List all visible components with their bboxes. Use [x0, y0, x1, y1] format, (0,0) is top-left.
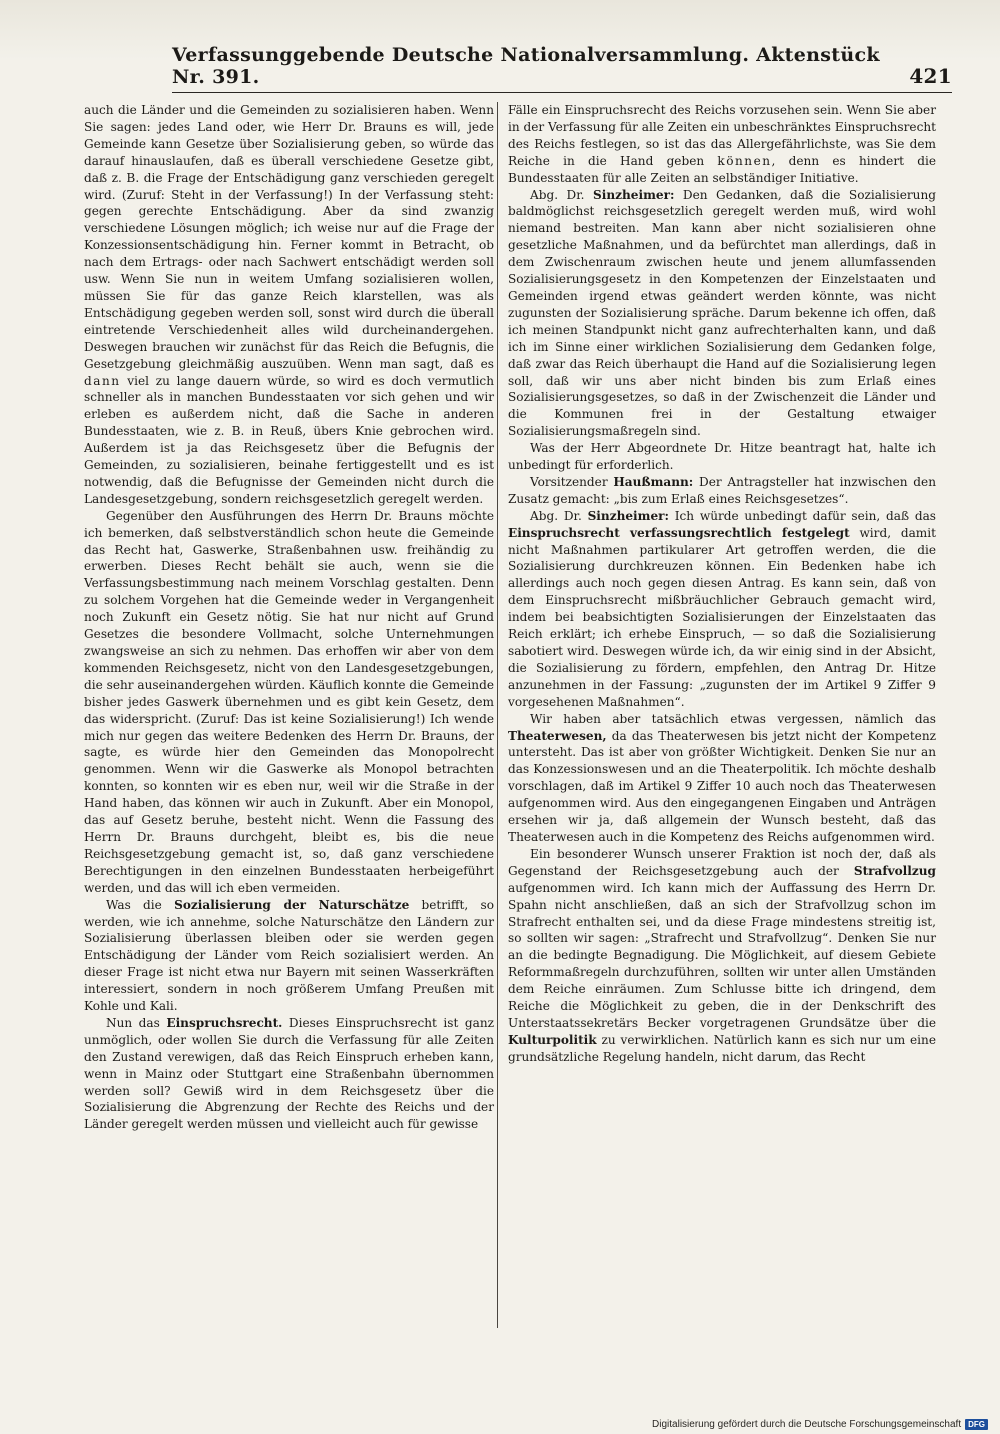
paragraph — [84, 102, 494, 508]
bold-text-run: Haußmann: — [613, 474, 694, 489]
text-run: Ein besonderer Wunsch unserer Fraktion ist noch der, daß als Gegenstand der Reichsgesetzgebung auch der — [508, 846, 936, 878]
bold-text-run: Theaterwesen, — [508, 728, 607, 743]
dfg-logo: DFG — [965, 1419, 988, 1430]
left-column — [84, 102, 494, 1133]
bold-text-run: Sozialisierung der Naturschätze — [174, 897, 410, 912]
header-title: Verfassunggebende Deutsche Nationalversammlung. Aktenstück Nr. 391. — [172, 44, 880, 88]
paragraph — [84, 508, 494, 897]
text-run: Vorsitzender — [530, 474, 614, 489]
text-run: Dieses Einspruchsrecht ist ganz unmöglich, oder wollen Sie durch die Verfassung für alle Zeiten den Zustand verewigen, daß das Reich Einspruch erheben kann, wenn in Mainz oder Stuttgart eine Straßenbahn übernommen werden soll? Gewiß wird in dem Reichsgesetz über die Sozialisierung die Abgrenzung der Rechte des Reichs und der Länder geregelt werden müssen und vielleicht auch für gewisse — [84, 1015, 494, 1132]
text-run: Wir haben aber tatsächlich etwas vergessen, nämlich das — [530, 711, 936, 726]
text-run: dann — [84, 373, 121, 388]
page-header — [172, 44, 952, 93]
text-run: Ich würde unbedingt dafür sein, daß das — [668, 508, 936, 523]
text-run: Abg. Dr. — [530, 508, 588, 523]
text-run: aufgenommen wird. Ich kann mich der Auffassung des Herrn Dr. Spahn nicht anschließen, daß an sich der Strafvollzug schon im Strafrecht enthalten sei, und da diese Frage mindestens streitig ist, so sollten wir sagen: „Strafrecht und Strafvollzug“. Denken Sie nur an die bedingte Begnadigung. Die Möglichkeit, auf diesem Gebiete Reformmaßregeln durchzuführen, sollten wir unter allen Umständen dem Reiche einräumen. Zum Schlusse bitte ich dringend, dem Reiche die Möglichkeit zu geben, die in der Denkschrift des Unterstaatssekretärs Becker vorgetragenen Grundsätze über die — [508, 880, 936, 1030]
paragraph — [508, 102, 936, 187]
text-run: da das Theaterwesen bis jetzt nicht der Kompetenz untersteht. Das ist aber von größter Wichtigkeit. Denken Sie nur an das Konzessionswesen und an die Theaterpolitik. Ich möchte deshalb vorschlagen, daß im Artikel 9 Ziffer 10 auch noch das Theaterwesen aufgenommen wird. Aus den eingegangenen Eingaben und Anträgen ersehen wir ja, daß allgemein der Wunsch besteht, daß das Theaterwesen auch in die Kompetenz des Reichs aufgenommen wird. — [508, 728, 936, 844]
text-run: Fälle ein Einspruchsrecht des Reichs vorzusehen sein. Wenn Sie aber in der Verfassung für alle Zeiten ein unbeschränktes Einspruchsrecht des Reichs festlegen, so ist das das Allergefährlichste, was Sie dem Reiche in die Hand geben — [508, 103, 936, 168]
text-run: auch die Länder und die Gemeinden zu sozialisieren haben. Wenn Sie sagen: jedes Land oder, wie Herr Dr. Brauns es will, jede Gemeinde kann Gesetze über Sozialisierung geben, so würde das darauf hinauslaufen, daß es überall verschiedene Gesetze gibt, daß z. B. die Frage der Entschädigung ganz verschieden geregelt wird. (Zuruf: Steht in der Verfassung!) In der Verfassung steht: gegen gerechte Entschädigung. Aber da sind zwanzig verschiedene Lösungen möglich; ich weise nur auf die Frage der Konzessionsentschädigung hin. Ferner kommt in Betracht, ob nach dem Ertrags- oder nach Sachwert entschädigt werden soll usw. Wenn Sie nun in weitem Umfang sozialisieren wollen, müssen Sie für das ganze Reich klarstellen, was als Entschädigung gegeben werden soll, sonst wird durch die überall eintretende Verschiedenheit alles wild durcheinandergehen. Deswegen brauchen wir zunächst für das Reich die Befugnis, die Gesetzgebung gleichmäßig auszuüben. Wenn man sagt, daß es — [84, 103, 494, 371]
paragraph — [84, 897, 494, 1015]
bold-text-run: Strafvollzug — [853, 863, 936, 878]
text-run: können — [717, 153, 772, 168]
page-footer — [652, 1416, 988, 1432]
paragraph — [508, 187, 936, 441]
page-number: 421 — [909, 64, 952, 88]
text-run: Was der Herr Abgeordnete Dr. Hitze beantragt hat, halte ich unbedingt für erforderlich. — [508, 441, 936, 473]
bold-text-run: Einspruchsrecht. — [166, 1015, 283, 1030]
text-run: zu verwirklichen. Natürlich kann es sich nur um eine grundsätzliche Regelung handeln, nicht darum, das Recht — [508, 1032, 936, 1064]
funding-credit: Digitalisierung gefördert durch die Deutsche Forschungsgemeinschaft — [652, 1418, 962, 1430]
text-run: Nun das — [106, 1015, 167, 1030]
bold-text-run: Einspruchsrecht verfassungsrechtlich festgelegt — [508, 525, 850, 540]
paragraph — [508, 440, 936, 474]
text-run: Der Antragsteller hat inzwischen den Zusatz gemacht: „bis zum Erlaß eines Reichsgesetzes“. — [508, 474, 936, 506]
text-run: , denn es hindert die Bundesstaaten für alle Zeiten an selbständiger Initiative. — [508, 153, 936, 185]
text-run: Was die — [106, 897, 175, 912]
column-divider — [497, 102, 498, 1328]
paragraph — [508, 474, 936, 508]
text-run: Gegenüber den Ausführungen des Herrn Dr. Brauns möchte ich bemerken, daß selbstverständlich schon heute die Gemeinde das Recht hat, Gaswerke, Straßenbahnen usw. freihändig zu erwerben. Dieses Recht behält sie auch, wenn sie die Verfassungsbestimmung nach meinem Vorschlag gestalten. Denn zu solchem Vorgehen hat die Gemeinde weder in Vergangenheit noch Zukunft ein Gesetz nötig. Sie hat nur nicht auf Grund Gesetzes die besondere Vollmacht, solche Unternehmungen zwangsweise an sich zu nehmen. Das erhoffen wir aber von dem kommenden Reichsgesetz, nicht von den Landesgesetzgebungen, die sehr auseinandergehen würden. Käuflich konnte die Gemeinde bisher jedes Gaswerk übernehmen und es gibt kein Gesetz, dem das widerspricht. (Zuruf: Das ist keine Sozialisierung!) Ich wende mich nur gegen das weitere Bedenken des Herrn Dr. Brauns, der sagte, es würde hier den Gemeinden das Monopolrecht genommen. Wenn wir die Gaswerke als Monopol betrachten konnten, so konnten wir es eben nur, weil wir die Straße in der Hand haben, das können wir auch in Zukunft. Aber ein Monopol, das auf Gesetz beruhe, besteht nicht. Wenn die Fassung des Herrn Dr. Brauns durchgeht, bleibt es, bis die neue Reichsgesetzgebung gemacht ist, so, daß ganz verschiedene Berechtigungen in den einzelnen Bundesstaaten herbeigeführt werden, und das will ich eben vermeiden. — [84, 508, 494, 895]
paragraph — [508, 711, 936, 846]
text-run: Abg. Dr. — [530, 187, 594, 202]
right-column — [508, 102, 936, 1066]
text-run: wird, damit nicht Maßnahmen partikularer Art getroffen werden, die die Sozialisierung durchkreuzen können. Ein Bedenken habe ich allerdings auch noch gegen diesen Antrag. Es kann sein, daß von dem Einspruchsrecht mißbräuchlicher Gebrauch gemacht wird, indem bei beabsichtigten Sozialisierungen der Einzelstaaten das Reich erklärt; ich erhebe Einspruch, — so daß die Sozialisierung sabotiert wird. Deswegen würde ich, da wir einig sind in der Absicht, die Sozialisierung zu fördern, empfehlen, den Antrag Dr. Hitze anzunehmen in der Fassung: „zugunsten der im Artikel 9 Ziffer 9 vorgesehenen Maßnahmen“. — [508, 525, 936, 709]
text-run: betrifft, so werden, wie ich annehme, solche Naturschätze den Ländern zur Sozialisierung überlassen bleiben oder sie werden gegen Entschädigung der Länder vom Reich sozialisiert werden. An dieser Frage ist nicht etwa nur Bayern mit seinen Wasserkräften interessiert, sondern in noch größerem Umfang Preußen mit Kohle und Kali. — [84, 897, 494, 1014]
paragraph — [508, 846, 936, 1066]
bold-text-run: Sinzheimer: — [593, 187, 675, 202]
text-run: viel zu lange dauern würde, so wird es doch vermutlich schneller als in manchen Bundesstaaten vor sich gehen und wir erleben es außerdem nicht, daß die Sache in anderen Bundesstaaten, wie z. B. in Reuß, übers Knie gebrochen wird. Außerdem ist ja das Reichsgesetz über die Befugnis der Gemeinden, zu sozialisieren, beinahe fertiggestellt und es ist notwendig, daß die Befugnisse der Gemeinden nicht durch die Landesgesetzgebung, sondern reichsgesetzlich geregelt werden. — [84, 373, 494, 506]
bold-text-run: Kulturpolitik — [508, 1032, 597, 1047]
paragraph — [508, 508, 936, 711]
text-run: Den Gedanken, daß die Sozialisierung baldmöglichst reichsgesetzlich geregelt werden muß, wird wohl niemand bestreiten. Man kann aber nicht sozialisieren ohne gesetzliche Maßnahmen, und da befürchtet man allerdings, daß in dem Zwischenraum zwischen heute und jenem allumfassenden Sozialisierungsgesetz in den Kompetenzen der Einzelstaaten und Gemeinden irgend etwas geändert werden könnte, was nicht zugunsten der Sozialisierung spräche. Darum bekenne ich offen, daß ich meinen Standpunkt nicht ganz aufrechterhalten kann, und daß ich im Sinne einer wirklichen Sozialisierung dem Gedanken folge, daß zwar das Reich überhaupt die Hand auf die Sozialisierung legen soll, daß wir uns aber nicht binden bis zum Erlaß eines Sozialisierungsgesetzes, so daß in der Zwischenzeit die Länder und die Kommunen frei in der Gestaltung etwaiger Sozialisierungsmaßregeln sind. — [508, 187, 937, 439]
bold-text-run: Sinzheimer: — [587, 508, 669, 523]
paragraph — [84, 1015, 494, 1133]
